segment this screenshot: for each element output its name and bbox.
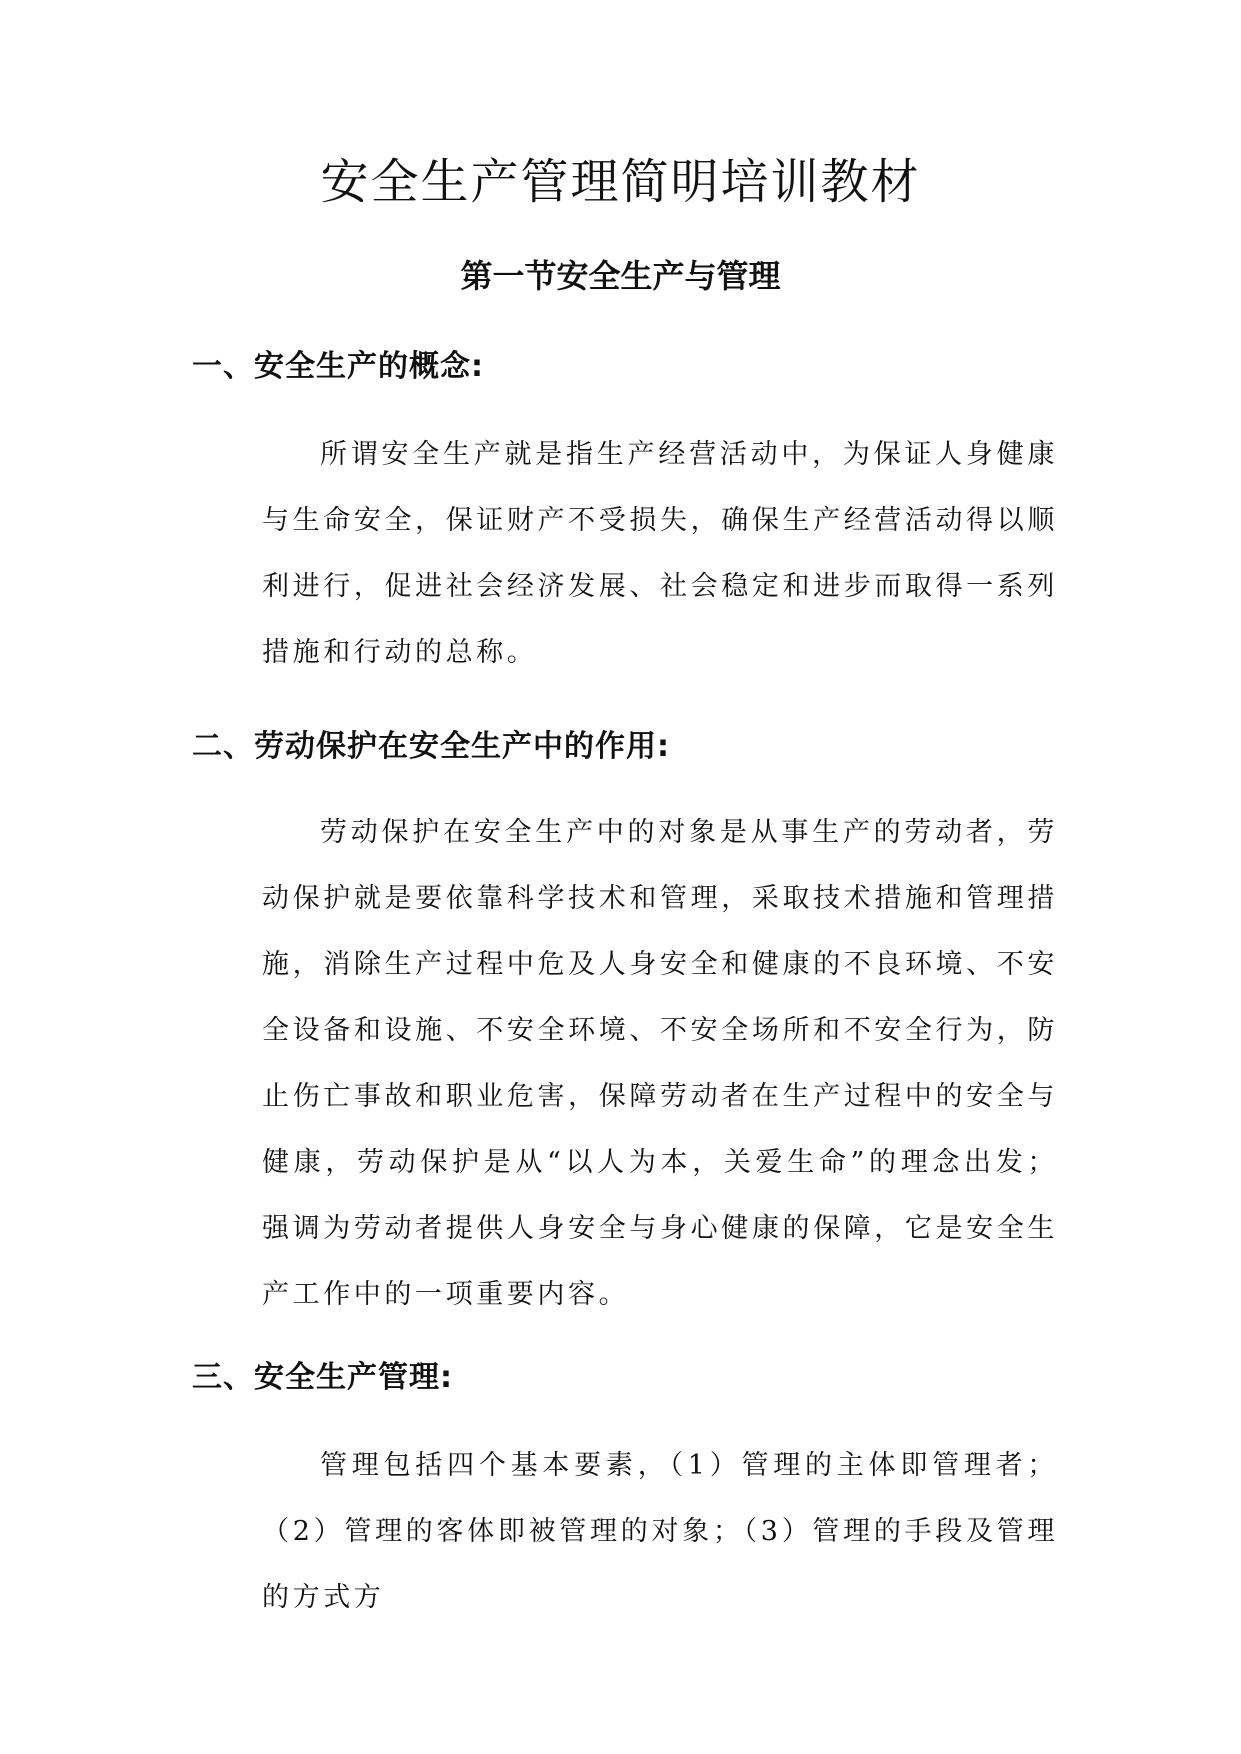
- section-title: 第一节安全生产与管理: [460, 257, 781, 295]
- paragraph-safety-production-management: 管理包括四个基本要素，（1）管理的主体即管理者；（2）管理的客体即被管理的对象；（3）管理的手段及管理的方式方: [262, 1450, 1058, 1613]
- document-title: 安全生产管理简明培训教材: [320, 154, 921, 210]
- heading-safety-production-concept: 一、安全生产的概念:: [192, 349, 484, 384]
- heading-labor-protection-role: 二、劳动保护在安全生产中的作用:: [192, 729, 670, 764]
- heading-safety-production-management: 三、安全生产管理:: [192, 1360, 453, 1395]
- paragraph-labor-protection-role: 劳动保护在安全生产中的对象是从事生产的劳动者，劳动保护就是要依靠科学技术和管理，采取技术措施和管理措施，消除生产过程中危及人身安全和健康的不良环境、不安全设备和设施、不安全环境、不安全场所和不安全行为，防止伤亡事故和职业危害，保障劳动者在生产过程中的安全与健康，劳动保护是从“以人为本，关爱生命”的理念出发；强调为劳动者提供人身安全与身心健康的保障，它是安全生产工作中的一项重要内容。: [262, 817, 1058, 1310]
- paragraph-safety-production-concept: 所谓安全生产就是指生产经营活动中，为保证人身健康与生命安全，保证财产不受损失，确保生产经营活动得以顺利进行，促进社会经济发展、社会稳定和进步而取得一系列措施和行动的总称。: [262, 439, 1058, 668]
